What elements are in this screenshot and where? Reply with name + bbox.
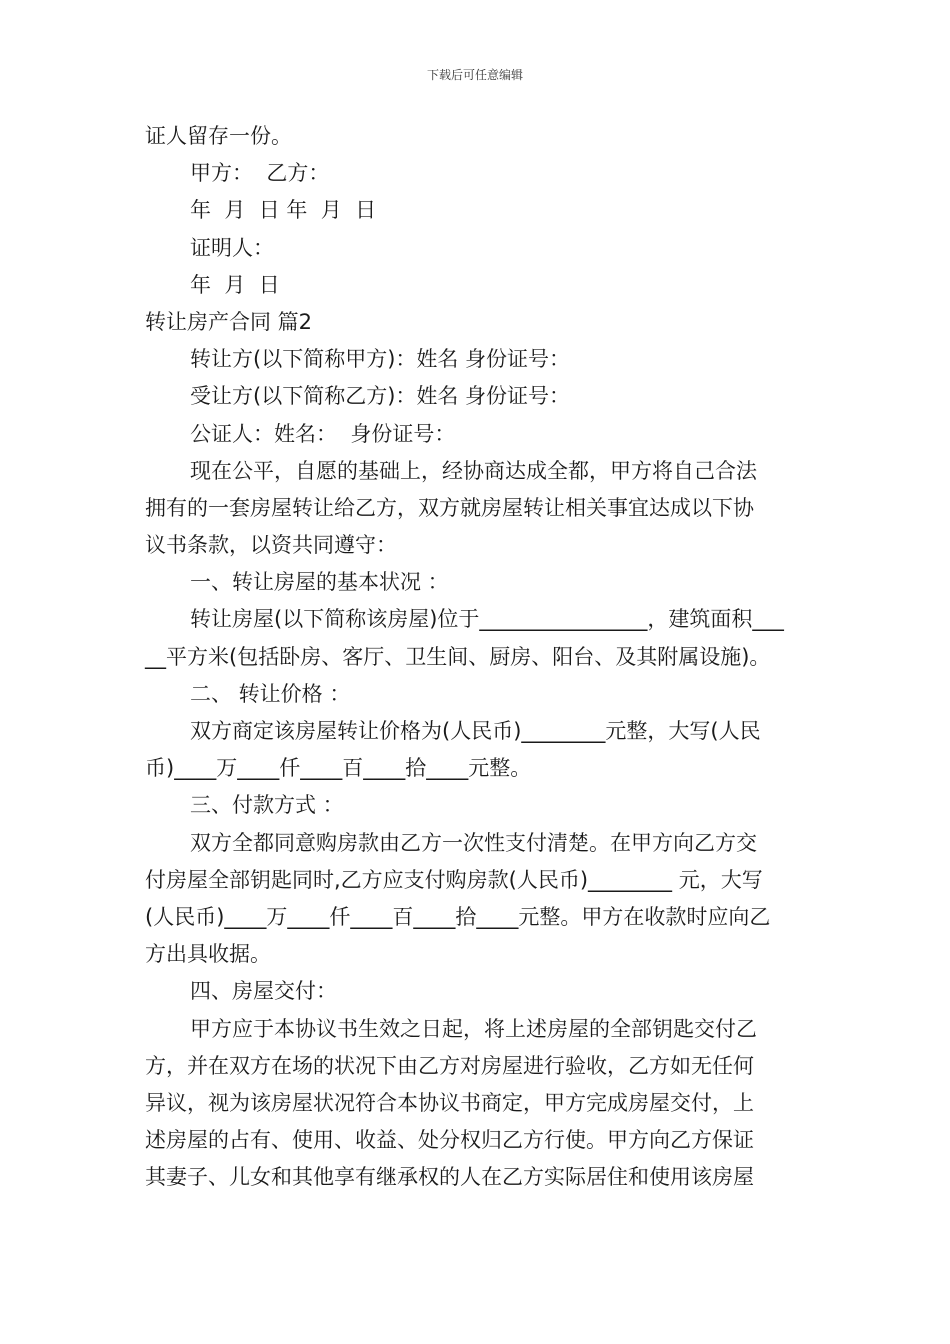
witness-date-line: 年 月 日 bbox=[190, 272, 280, 297]
clause-heading: 四、房屋交付： bbox=[190, 979, 337, 1004]
paragraph-line: 付房屋全部钥匙同时,乙方应支付购房款(人民币)________ 元，大写 bbox=[145, 867, 763, 892]
paragraph-line: 方，并在双方在场的状况下由乙方对房屋进行验收，乙方如无任何 bbox=[145, 1053, 754, 1078]
paragraph-line: 币)____万____仟____百____拾____元整。 bbox=[145, 756, 532, 781]
paragraph-line: 双方全都同意购房款由乙方一次性支付清楚。在甲方向乙方交 bbox=[190, 830, 757, 855]
paragraph-line: 证人留存一份。 bbox=[145, 124, 292, 148]
transferor-line: 转让方(以下简称甲方)：姓名 身份证号： bbox=[190, 347, 571, 372]
section-title: 转让房产合同 篇2 bbox=[145, 309, 313, 334]
clause-heading: 一、转让房屋的基本状况 ： bbox=[190, 570, 449, 595]
paragraph-line: 拥有的一套房屋转让给乙方，双方就房屋转让相关事宜达成以下协 bbox=[145, 495, 754, 520]
paragraph-line: (人民币)____万____仟____百____拾____元整。甲方在收款时应向乙 bbox=[145, 904, 771, 929]
paragraph-line: __平方米(包括卧房、客厅、卫生间、厨房、阳台、及其附属设施)。 bbox=[145, 644, 771, 669]
signature-date-line: 年 月 日 年 月 日 bbox=[190, 198, 377, 223]
signature-line-parties: 甲方： 乙方： bbox=[190, 161, 330, 186]
page-header-note: 下载后可任意编辑 bbox=[426, 68, 523, 82]
paragraph-line: 双方商定该房屋转让价格为(人民币)________元整，大写(人民 bbox=[190, 719, 761, 743]
document-body bbox=[145, 118, 807, 1196]
paragraph-line: 甲方应于本协议书生效之日起，将上述房屋的全部钥匙交付乙 bbox=[190, 1016, 757, 1041]
witness-line: 证明人： bbox=[190, 235, 274, 260]
paragraph-line: 其妻子、儿女和其他享有继承权的人在乙方实际居住和使用该房屋 bbox=[145, 1165, 754, 1190]
clause-heading: 三、付款方式 ： bbox=[190, 793, 344, 818]
paragraph-line: 异议，视为该房屋状况符合本协议书商定，甲方完成房屋交付，上 bbox=[145, 1090, 754, 1115]
clause-heading: 二、 转让价格 ： bbox=[190, 681, 351, 706]
notary-line: 公证人：姓名： 身份证号： bbox=[190, 421, 456, 446]
transferee-line: 受让方(以下简称乙方)：姓名 身份证号： bbox=[190, 384, 571, 409]
paragraph-line: 现在公平，自愿的基础上，经协商达成全都，甲方将自己合法 bbox=[190, 458, 757, 483]
paragraph-line: 方出具收据。 bbox=[145, 942, 271, 967]
paragraph-line: 述房屋的占有、使用、收益、处分权归乙方行使。甲方向乙方保证 bbox=[145, 1128, 754, 1153]
paragraph-line: 转让房屋(以下简称该房屋)位于________________，建筑面积___ bbox=[190, 607, 784, 632]
paragraph-line: 议书条款，以资共同遵守： bbox=[145, 533, 397, 558]
